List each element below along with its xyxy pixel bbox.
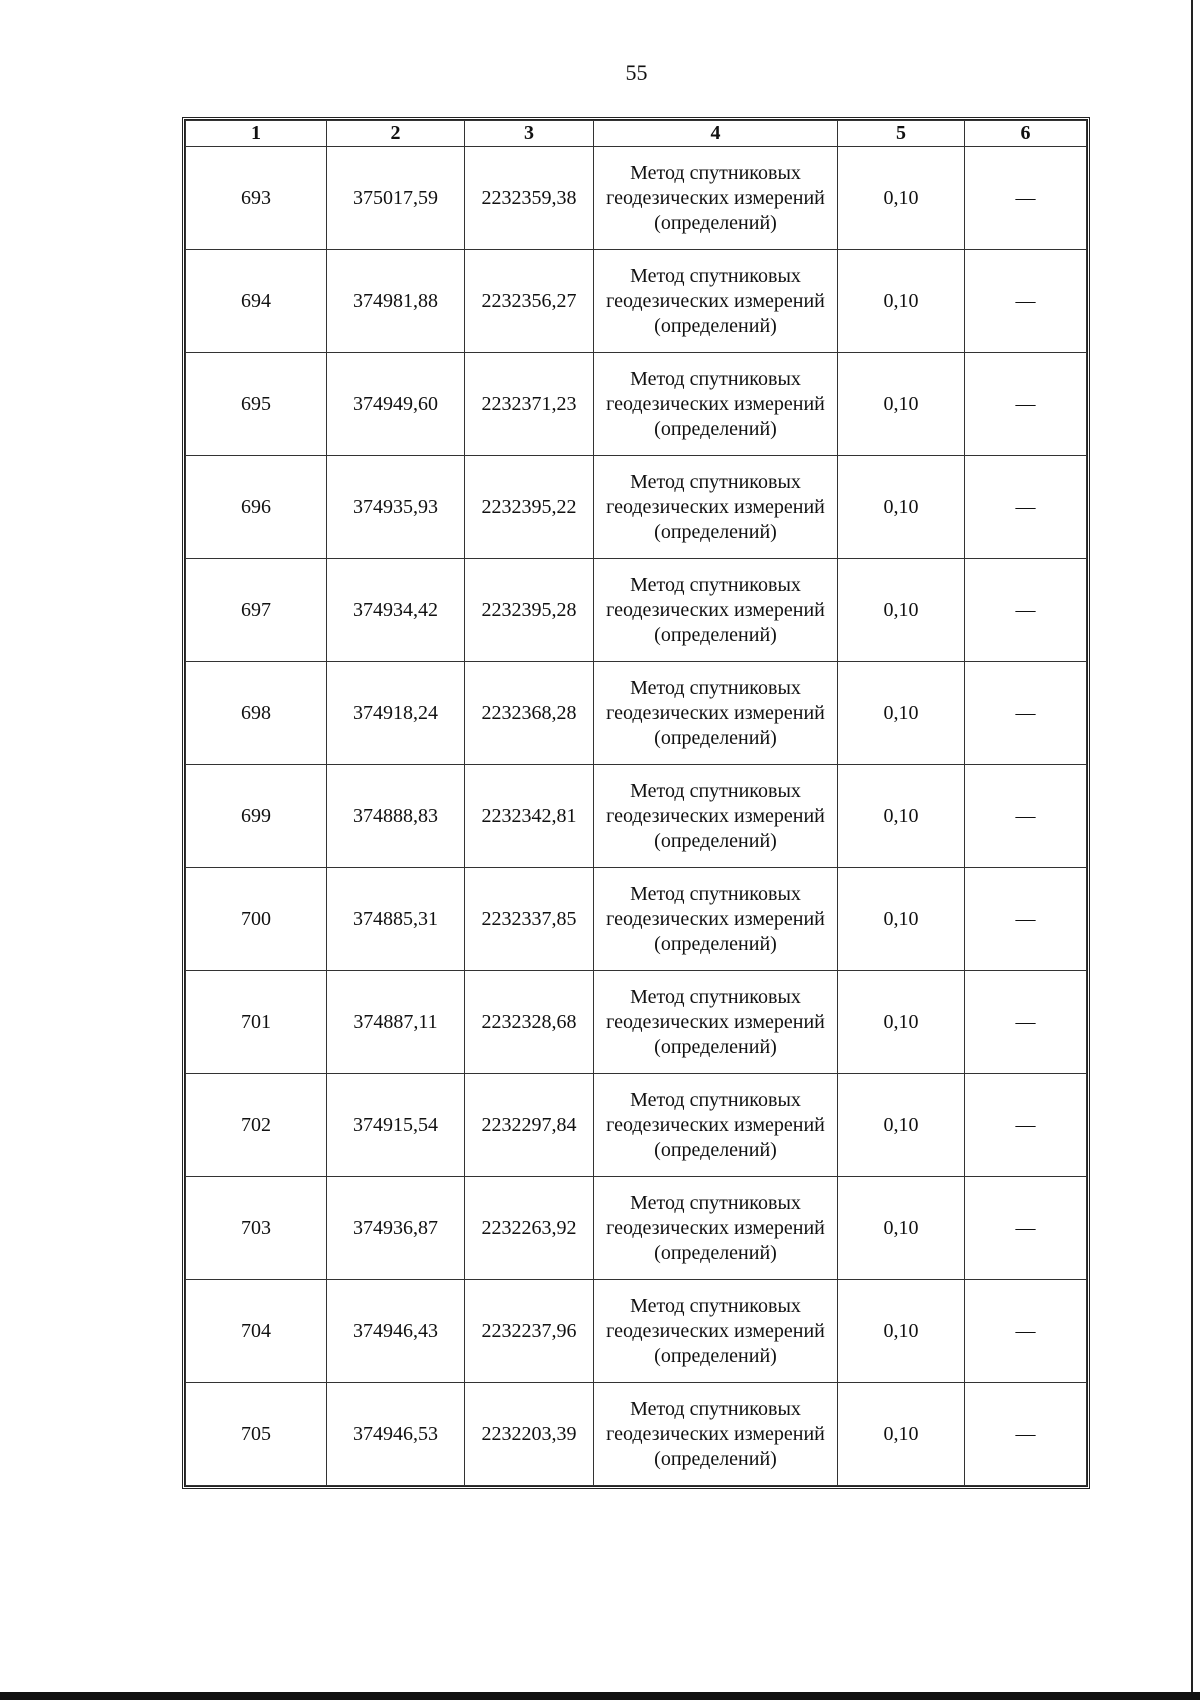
x-coordinate-cell: 374885,31	[327, 868, 465, 971]
point-number-cell: 702	[186, 1074, 327, 1177]
table-row	[186, 559, 1087, 662]
method-cell: Метод спутниковых геодезических измерений (определений)	[594, 765, 838, 868]
table-row	[186, 765, 1087, 868]
x-coordinate-cell: 374981,88	[327, 250, 465, 353]
method-cell: Метод спутниковых геодезических измерений (определений)	[594, 559, 838, 662]
method-cell: Метод спутниковых геодезических измерений (определений)	[594, 1074, 838, 1177]
method-cell: Метод спутниковых геодезических измерений (определений)	[594, 662, 838, 765]
table-row	[186, 1074, 1087, 1177]
point-number-cell: 697	[186, 559, 327, 662]
x-coordinate-cell: 374949,60	[327, 353, 465, 456]
x-coordinate-cell: 374935,93	[327, 456, 465, 559]
coordinates-table-frame	[182, 117, 1090, 1489]
column-header-2: 2	[327, 121, 465, 147]
coordinates-table	[185, 120, 1087, 1486]
method-cell: Метод спутниковых геодезических измерений (определений)	[594, 868, 838, 971]
y-coordinate-cell: 2232368,28	[465, 662, 594, 765]
accuracy-cell: 0,10	[838, 868, 965, 971]
y-coordinate-cell: 2232371,23	[465, 353, 594, 456]
method-cell: Метод спутниковых геодезических измерений (определений)	[594, 147, 838, 250]
table-row	[186, 147, 1087, 250]
description-cell: —	[965, 456, 1087, 559]
y-coordinate-cell: 2232328,68	[465, 971, 594, 1074]
y-coordinate-cell: 2232395,28	[465, 559, 594, 662]
description-cell: —	[965, 1280, 1087, 1383]
method-cell: Метод спутниковых геодезических измерений (определений)	[594, 456, 838, 559]
x-coordinate-cell: 374918,24	[327, 662, 465, 765]
y-coordinate-cell: 2232395,22	[465, 456, 594, 559]
x-coordinate-cell: 374946,53	[327, 1383, 465, 1486]
description-cell: —	[965, 1383, 1087, 1486]
y-coordinate-cell: 2232337,85	[465, 868, 594, 971]
description-cell: —	[965, 1074, 1087, 1177]
point-number-cell: 704	[186, 1280, 327, 1383]
x-coordinate-cell: 374888,83	[327, 765, 465, 868]
accuracy-cell: 0,10	[838, 765, 965, 868]
method-cell: Метод спутниковых геодезических измерений (определений)	[594, 1280, 838, 1383]
y-coordinate-cell: 2232203,39	[465, 1383, 594, 1486]
accuracy-cell: 0,10	[838, 147, 965, 250]
y-coordinate-cell: 2232263,92	[465, 1177, 594, 1280]
accuracy-cell: 0,10	[838, 456, 965, 559]
accuracy-cell: 0,10	[838, 971, 965, 1074]
page-number: 55	[625, 60, 648, 85]
description-cell: —	[965, 765, 1087, 868]
point-number-cell: 694	[186, 250, 327, 353]
x-coordinate-cell: 374936,87	[327, 1177, 465, 1280]
table-header-row	[186, 121, 1087, 147]
point-number-cell: 700	[186, 868, 327, 971]
point-number-cell: 703	[186, 1177, 327, 1280]
description-cell: —	[965, 147, 1087, 250]
method-cell: Метод спутниковых геодезических измерений (определений)	[594, 1177, 838, 1280]
table-row	[186, 662, 1087, 765]
y-coordinate-cell: 2232237,96	[465, 1280, 594, 1383]
table-row	[186, 971, 1087, 1074]
x-coordinate-cell: 374934,42	[327, 559, 465, 662]
description-cell: —	[965, 353, 1087, 456]
y-coordinate-cell: 2232359,38	[465, 147, 594, 250]
description-cell: —	[965, 868, 1087, 971]
table-row	[186, 868, 1087, 971]
column-header-5: 5	[838, 121, 965, 147]
column-header-1: 1	[186, 121, 327, 147]
column-header-6: 6	[965, 121, 1087, 147]
accuracy-cell: 0,10	[838, 559, 965, 662]
point-number-cell: 699	[186, 765, 327, 868]
method-cell: Метод спутниковых геодезических измерений (определений)	[594, 971, 838, 1074]
table-row	[186, 250, 1087, 353]
x-coordinate-cell: 374915,54	[327, 1074, 465, 1177]
method-cell: Метод спутниковых геодезических измерений (определений)	[594, 250, 838, 353]
description-cell: —	[965, 250, 1087, 353]
y-coordinate-cell: 2232297,84	[465, 1074, 594, 1177]
point-number-cell: 705	[186, 1383, 327, 1486]
accuracy-cell: 0,10	[838, 250, 965, 353]
description-cell: —	[965, 1177, 1087, 1280]
table-row	[186, 456, 1087, 559]
point-number-cell: 696	[186, 456, 327, 559]
point-number-cell: 698	[186, 662, 327, 765]
accuracy-cell: 0,10	[838, 353, 965, 456]
table-row	[186, 1383, 1087, 1486]
accuracy-cell: 0,10	[838, 1383, 965, 1486]
x-coordinate-cell: 374887,11	[327, 971, 465, 1074]
method-cell: Метод спутниковых геодезических измерений (определений)	[594, 1383, 838, 1486]
scan-right-edge	[1191, 0, 1193, 1700]
point-number-cell: 693	[186, 147, 327, 250]
point-number-cell: 695	[186, 353, 327, 456]
description-cell: —	[965, 662, 1087, 765]
description-cell: —	[965, 559, 1087, 662]
point-number-cell: 701	[186, 971, 327, 1074]
table-row	[186, 1280, 1087, 1383]
description-cell: —	[965, 971, 1087, 1074]
accuracy-cell: 0,10	[838, 1280, 965, 1383]
accuracy-cell: 0,10	[838, 662, 965, 765]
x-coordinate-cell: 375017,59	[327, 147, 465, 250]
accuracy-cell: 0,10	[838, 1074, 965, 1177]
column-header-4: 4	[594, 121, 838, 147]
table-row	[186, 1177, 1087, 1280]
y-coordinate-cell: 2232342,81	[465, 765, 594, 868]
table-row	[186, 353, 1087, 456]
accuracy-cell: 0,10	[838, 1177, 965, 1280]
method-cell: Метод спутниковых геодезических измерений (определений)	[594, 353, 838, 456]
scan-bottom-edge	[0, 1692, 1200, 1700]
column-header-3: 3	[465, 121, 594, 147]
x-coordinate-cell: 374946,43	[327, 1280, 465, 1383]
y-coordinate-cell: 2232356,27	[465, 250, 594, 353]
